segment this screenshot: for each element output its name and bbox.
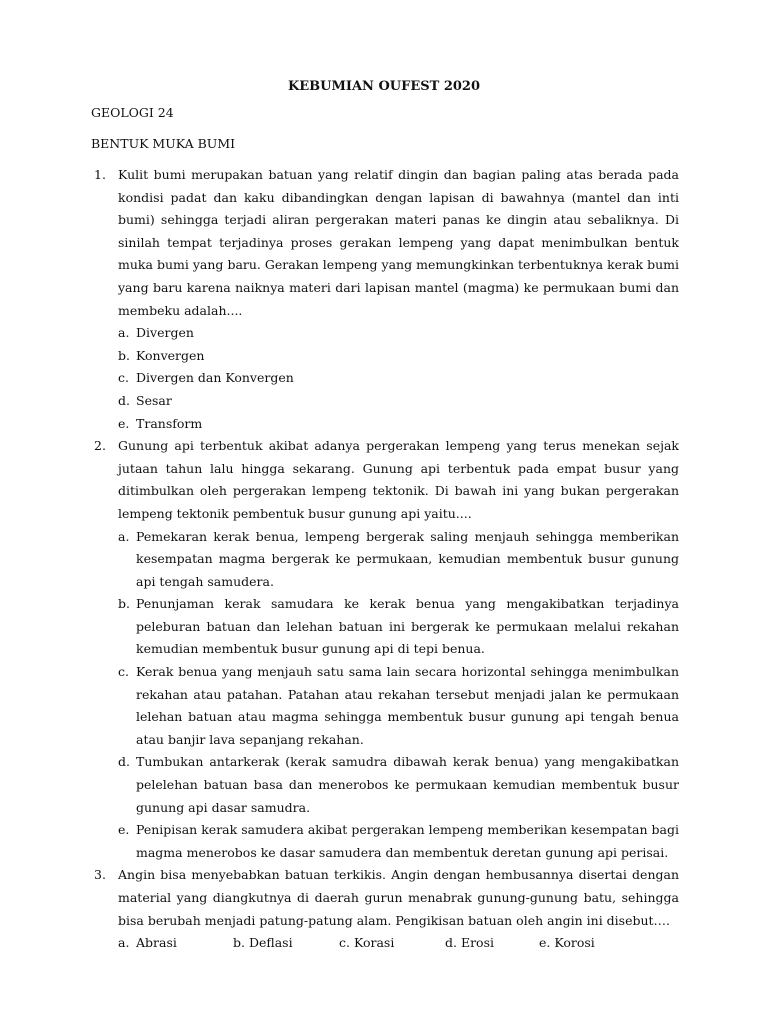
option-c: [118, 661, 679, 751]
subject-label: GEOLOGI 24: [91, 105, 174, 120]
option-letter: d.: [118, 754, 130, 770]
option-b: [118, 345, 679, 368]
option-text: Konvergen: [136, 347, 205, 363]
option-text: Divergen dan Konvergen: [136, 370, 294, 386]
page-title: KEBUMIAN OUFEST 2020: [287, 79, 481, 94]
option-d: [118, 751, 679, 819]
option-text: Kerak benua yang menjauh satu sama lain secara horizontal sehingga menimbulkan rekahan atau patahan. Patahan atau rekahan tersebut menjadi jalan ke permukaan lelehan batuan atau magma sehingga membentuk busur gunung api tengah benua atau banjir lava sepanjang rekahan.: [136, 664, 679, 747]
option-letter: a.: [118, 325, 130, 341]
option-b: b. Deflasi: [233, 935, 293, 951]
question-text: Gunung api terbentuk akibat adanya pergerakan lempeng yang terus menekan sejak jutaan tahun lalu hingga sekarang. Gunung api terbentuk pada empat busur yang ditimbulkan oleh pergerakan lempeng tektonik. Di bawah ini yang bukan pergerakan lempeng tektonik pembentuk busur gunung api yaitu....: [118, 438, 679, 521]
option-c: c. Korasi: [339, 935, 395, 951]
option-c: [118, 367, 679, 390]
question-number: 2.: [94, 438, 106, 454]
option-a: [118, 526, 679, 594]
option-letter: d.: [118, 392, 130, 408]
option-text: Pemekaran kerak benua, lempeng bergerak saling menjauh sehingga memberikan kesempatan magma bergerak ke permukaan, kemudian membentuk busur gunung api tengah samudera.: [136, 528, 679, 589]
question-1: [91, 164, 679, 435]
option-letter: e.: [118, 822, 130, 838]
option-text: Divergen: [136, 325, 194, 341]
option-text: Tumbukan antarkerak (kerak samudra dibawah kerak benua) yang mengakibatkan pelelehan batuan basa dan menerobos ke permukaan kemudian membentuk busur gunung api dasar samudra.: [136, 754, 679, 815]
option-text: Transform: [136, 415, 203, 431]
option-letter: b.: [118, 347, 130, 363]
option-letter: c.: [118, 664, 129, 680]
option-d: [118, 390, 679, 413]
question-list: [91, 164, 679, 955]
option-a: [118, 322, 679, 345]
option-letter: a.: [118, 528, 130, 544]
option-text: Penunjaman kerak samudara ke kerak benua yang mengakibatkan terjadinya peleburan batuan dan lelehan batuan ini bergerak ke permukaan melalui rekahan kemudian membentuk busur gunung api di tepi benua.: [136, 596, 679, 657]
question-2: [91, 435, 679, 864]
question-number: 3.: [94, 867, 106, 883]
topic-label: BENTUK MUKA BUMI: [91, 136, 236, 151]
option-text: Sesar: [136, 392, 172, 408]
option-e: [118, 413, 679, 436]
option-letter: c.: [118, 370, 129, 386]
option-letter: e.: [118, 415, 130, 431]
question-number: 1.: [94, 167, 106, 182]
question-3: [91, 864, 679, 955]
option-text: Penipisan kerak samudera akibat pergerakan lempeng memberikan kesempatan bagi magma menerobos ke dasar samudera dan membentuk deretan gunung api perisai.: [136, 822, 679, 860]
option-a-letter: a.: [118, 935, 130, 951]
option-a-text: Abrasi: [136, 935, 177, 951]
option-e: [118, 819, 679, 864]
option-b: [118, 593, 679, 661]
question-text: Kulit bumi merupakan batuan yang relatif dingin dan bagian paling atas berada pada kondisi padat dan kaku dibandingkan dengan lapisan di bawahnya (mantel dan inti bumi) sehingga terjadi aliran pergerakan materi panas ke dingin atau sebaliknya. Di sinilah tempat terjadinya proses gerakan lempeng yang dapat menimbulkan bentuk muka bumi yang baru. Gerakan lempeng yang memungkinkan terbentuknya kerak bumi yang baru karena naiknya materi dari lapisan mantel (magma) ke permukaan bumi dan membeku adalah....: [118, 167, 679, 318]
option-d: d. Erosi: [445, 935, 494, 951]
option-letter: b.: [118, 596, 130, 612]
question-text: Angin bisa menyebabkan batuan terkikis. Angin dengan hembusannya disertai dengan material yang diangkutnya di daerah gurun menabrak gunung-gunung batu, sehingga bisa berubah menjadi patung-patung alam. Pengikisan batuan oleh angin ini disebut….: [118, 867, 679, 928]
option-e: e. Korosi: [539, 935, 595, 951]
inline-options: [118, 932, 679, 955]
